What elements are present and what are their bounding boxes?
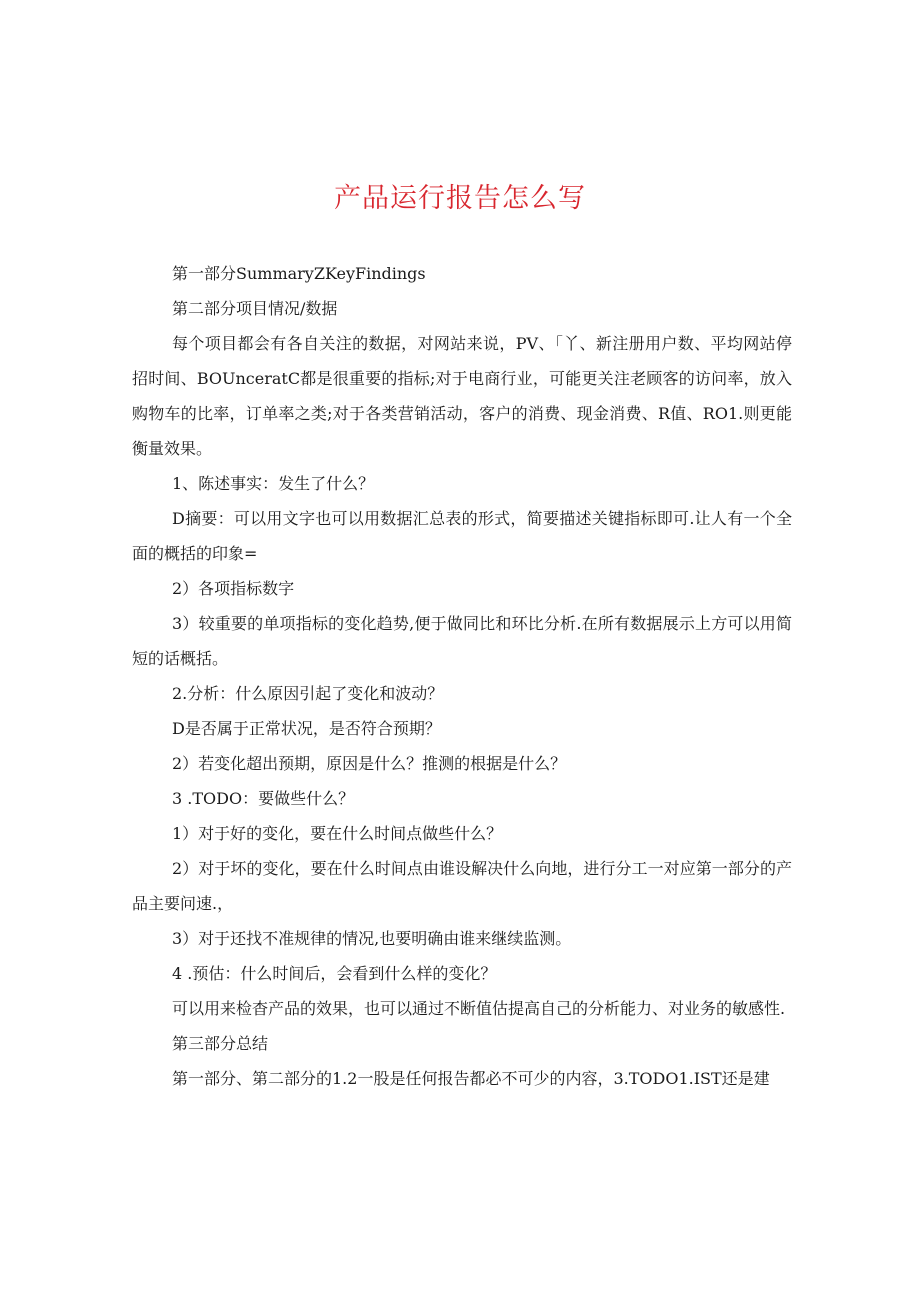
paragraph: 4 .预估：什么时间后，会看到什么样的变化？ xyxy=(172,964,497,983)
paragraph: 3）对于还找不准规律的情况,也要明确由谁来继续监测。 xyxy=(172,929,572,948)
paragraph: 3）较重要的单项指标的变化趋势,便于做同比和环比分析.在所有数据展示上方可以用简短的话概括。 xyxy=(132,614,792,668)
paragraph: 1、陈述事实：发生了什么？ xyxy=(172,474,375,493)
paragraph: 第一部分SummaryZKeyFindings xyxy=(172,264,426,283)
document-title: 产品运行报告怎么写 xyxy=(334,183,586,214)
document-body xyxy=(132,256,792,1096)
paragraph: 1）对于好的变化，要在什么时间点做些什么？ xyxy=(172,824,503,843)
paragraph: 2）对于坏的变化，要在什么时间点由谁设解决什么向地，进行分工一对应第一部分的产品主要问速.， xyxy=(132,859,792,913)
paragraph: 2.分析：什么原因引起了变化和波动？ xyxy=(172,684,444,703)
paragraph: 第二部分项目情况/数据 xyxy=(172,299,338,318)
paragraph: D摘要：可以用文字也可以用数据汇总表的形式，简要描述关键指标即可.让人有一个全面的概括的印象= xyxy=(132,509,792,563)
paragraph: 每个项目都会有各自关注的数据，对网站来说，PV、「丫、新注册用户数、平均网站停招时间、BOUnceratC都是很重要的指标;对于电商行业，可能更关注老顾客的访问率，放入购物车的比率，订单率之类;对于各类营销活动，客户的消费、现金消费、R值、RO1.则更能衡量效果。 xyxy=(132,334,792,458)
paragraph: 3 .TODO：要做些什么？ xyxy=(172,789,355,808)
paragraph: 第一部分、第二部分的1.2一股是任何报告都必不可少的内容，3.TODO1.IST还是建 xyxy=(172,1069,770,1088)
paragraph: D是否属于正常状况，是否符合预期？ xyxy=(172,719,441,738)
paragraph: 2）若变化超出预期，原因是什么？推测的根据是什么？ xyxy=(172,754,567,773)
paragraph: 第三部分总结 xyxy=(172,1034,269,1053)
paragraph: 可以用来检杳产品的效果，也可以通过不断值估提高自己的分析能力、对业务的敏感性. xyxy=(172,999,786,1018)
paragraph: 2）各项指标数字 xyxy=(172,579,295,598)
